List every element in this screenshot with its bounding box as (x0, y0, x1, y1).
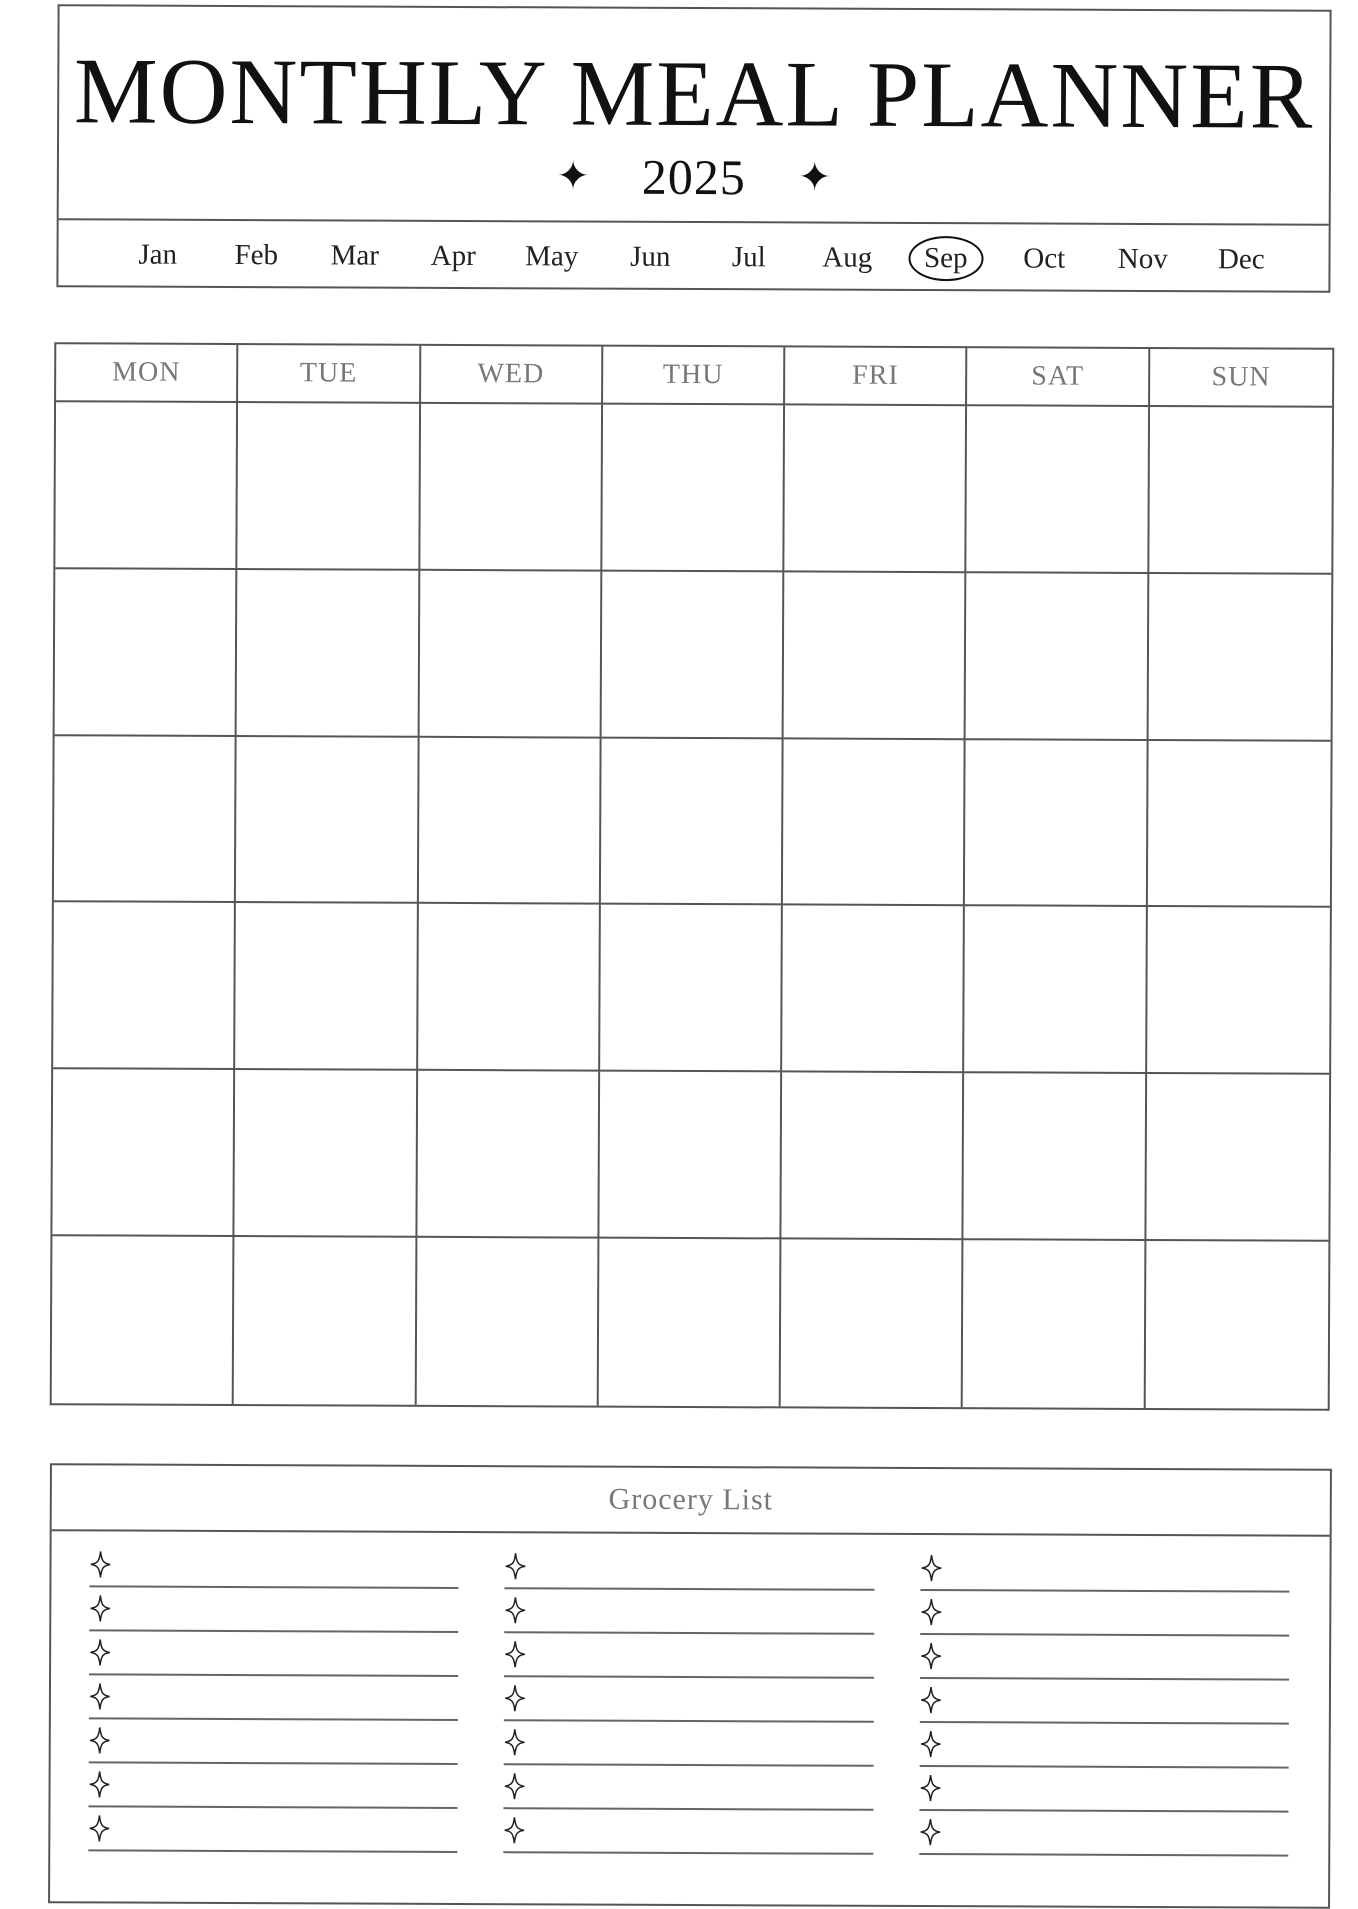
grocery-item-line[interactable] (88, 1763, 458, 1809)
calendar-day-cell[interactable] (784, 572, 967, 740)
calendar-day-cell[interactable] (235, 1070, 418, 1238)
grocery-item-line[interactable] (920, 1635, 1290, 1681)
calendar-day-cell[interactable] (599, 1072, 782, 1240)
grocery-item-line[interactable] (919, 1767, 1289, 1813)
sparkle-outline-icon (88, 1814, 110, 1842)
day-header-mon: MON (56, 344, 239, 403)
sparkle-outline-icon (504, 1816, 526, 1844)
calendar-day-cell[interactable] (55, 402, 238, 570)
sparkle-outline-icon (89, 1638, 111, 1666)
grocery-item-line[interactable] (89, 1543, 459, 1589)
grocery-columns (50, 1531, 1329, 1857)
sparkle-outline-icon (89, 1770, 111, 1798)
grocery-item-line[interactable] (505, 1589, 875, 1635)
grocery-item-line[interactable] (89, 1631, 459, 1677)
grocery-item-line[interactable] (88, 1807, 458, 1853)
sparkle-outline-icon (504, 1772, 526, 1800)
month-label: Nov (1117, 242, 1168, 276)
sparkle-outline-icon (920, 1598, 942, 1626)
calendar-day-cell[interactable] (1145, 1241, 1328, 1409)
day-header-sun: SUN (1150, 349, 1333, 408)
month-jul[interactable] (699, 241, 798, 274)
day-header-wed: WED (421, 346, 604, 405)
month-label: Jan (138, 238, 178, 271)
sparkle-outline-icon (89, 1682, 111, 1710)
month-feb[interactable] (207, 239, 306, 272)
calendar-day-cell[interactable] (781, 1240, 964, 1408)
calendar-day-cell[interactable] (55, 569, 238, 737)
month-label: Apr (430, 239, 476, 273)
grocery-item-line[interactable] (89, 1587, 459, 1633)
calendar-day-cell[interactable] (236, 737, 419, 905)
sparkle-outline-icon (504, 1640, 526, 1668)
calendar-day-cell[interactable] (966, 573, 1149, 741)
calendar-day-cell[interactable] (419, 571, 602, 739)
grocery-item-line[interactable] (505, 1545, 875, 1591)
month-label: Jul (731, 241, 766, 274)
month-label: Mar (330, 239, 380, 272)
sparkle-outline-icon (89, 1550, 111, 1578)
calendar-day-cell[interactable] (52, 1236, 235, 1404)
grocery-item-line[interactable] (504, 1809, 874, 1855)
calendar-grid (50, 342, 1335, 1411)
grocery-item-line[interactable] (504, 1633, 874, 1679)
calendar-day-cell[interactable] (1147, 907, 1330, 1075)
calendar-day-cell[interactable] (235, 903, 418, 1071)
calendar-day-cell[interactable] (416, 1238, 599, 1406)
month-label: Feb (234, 238, 279, 272)
calendar-day-cell[interactable] (53, 903, 236, 1071)
calendar-day-cell[interactable] (238, 403, 421, 571)
grocery-column (919, 1547, 1290, 1857)
month-jun[interactable] (601, 241, 700, 274)
calendar-day-cell[interactable] (967, 406, 1150, 574)
calendar-day-cell[interactable] (782, 906, 965, 1074)
sparkle-outline-icon (919, 1730, 941, 1758)
grocery-item-line[interactable] (919, 1679, 1289, 1725)
calendar-day-cell[interactable] (418, 904, 601, 1072)
year-row (59, 149, 1329, 205)
calendar-day-cell[interactable] (601, 738, 784, 906)
grocery-item-line[interactable] (920, 1547, 1290, 1593)
month-selector (58, 218, 1328, 295)
sparkle-outline-icon (89, 1726, 111, 1754)
calendar-day-cell[interactable] (420, 404, 603, 572)
month-oct[interactable] (995, 242, 1094, 275)
calendar-day-cell[interactable] (1148, 574, 1331, 742)
calendar-day-cell[interactable] (783, 739, 966, 907)
calendar-day-cell[interactable] (1149, 407, 1332, 575)
month-dec[interactable] (1192, 243, 1291, 276)
month-may[interactable] (502, 240, 601, 273)
day-header-thu: THU (603, 347, 786, 406)
calendar-day-cell[interactable] (601, 571, 784, 739)
calendar-day-cell[interactable] (1148, 741, 1331, 909)
calendar-table (52, 344, 1333, 1409)
grocery-column (504, 1545, 875, 1855)
grocery-item-line[interactable] (504, 1677, 874, 1723)
day-header-fri: FRI (785, 347, 968, 406)
grocery-item-line[interactable] (504, 1721, 874, 1767)
sparkle-outline-icon (920, 1554, 942, 1582)
month-nov[interactable] (1093, 243, 1192, 276)
year-label: 2025 (641, 148, 746, 206)
grocery-list-title: Grocery List (52, 1465, 1330, 1537)
grocery-item-line[interactable] (920, 1591, 1290, 1637)
calendar-day-cell[interactable] (417, 1071, 600, 1239)
sparkle-outline-icon (919, 1774, 941, 1802)
month-apr[interactable] (404, 240, 503, 273)
calendar-day-cell[interactable] (600, 905, 783, 1073)
day-header-sat: SAT (967, 348, 1150, 407)
calendar-day-cell[interactable] (1146, 1074, 1329, 1242)
grocery-item-line[interactable] (89, 1675, 459, 1721)
month-label: May (525, 240, 579, 273)
sparkle-outline-icon (920, 1642, 942, 1670)
calendar-day-cell[interactable] (52, 1070, 235, 1238)
calendar-day-cell[interactable] (965, 907, 1148, 1075)
grocery-item-line[interactable] (919, 1811, 1289, 1857)
month-jan[interactable] (108, 238, 207, 271)
grocery-item-line[interactable] (89, 1719, 459, 1765)
calendar-day-cell[interactable] (599, 1239, 782, 1407)
sparkle-outline-icon (504, 1728, 526, 1756)
calendar-day-cell[interactable] (237, 570, 420, 738)
sparkle-icon: ✦ (556, 153, 590, 200)
sparkle-outline-icon (920, 1686, 942, 1714)
calendar-day-cell[interactable] (782, 1073, 965, 1241)
calendar-day-cell[interactable] (234, 1237, 417, 1405)
grocery-column (88, 1543, 459, 1853)
calendar-day-cell[interactable] (964, 1074, 1147, 1242)
calendar-day-cell[interactable] (965, 740, 1148, 908)
sparkle-outline-icon (504, 1684, 526, 1712)
sparkle-outline-icon (89, 1594, 111, 1622)
day-header-tue: TUE (238, 345, 421, 404)
month-label: Jun (630, 240, 671, 273)
calendar-day-cell[interactable] (963, 1240, 1146, 1408)
month-sep[interactable] (896, 236, 995, 281)
month-aug[interactable] (798, 241, 897, 274)
calendar-day-cell[interactable] (784, 405, 967, 573)
calendar-day-cell[interactable] (602, 405, 785, 573)
calendar-day-cell[interactable] (54, 736, 237, 904)
calendar-day-cell[interactable] (418, 737, 601, 905)
sparkle-outline-icon (505, 1596, 527, 1624)
month-label: Oct (1023, 242, 1066, 275)
month-label: Dec (1217, 243, 1265, 276)
sparkle-icon: ✦ (797, 154, 832, 201)
grocery-list (48, 1463, 1332, 1909)
grocery-item-line[interactable] (504, 1765, 874, 1811)
page-title: MONTHLY MEAL PLANNER (73, 39, 1315, 149)
header-box (56, 4, 1331, 293)
month-label: Aug (822, 241, 873, 274)
month-mar[interactable] (305, 239, 404, 272)
month-label: Sep (908, 236, 984, 281)
sparkle-outline-icon (919, 1818, 941, 1846)
sparkle-outline-icon (505, 1552, 527, 1580)
grocery-item-line[interactable] (919, 1723, 1289, 1769)
